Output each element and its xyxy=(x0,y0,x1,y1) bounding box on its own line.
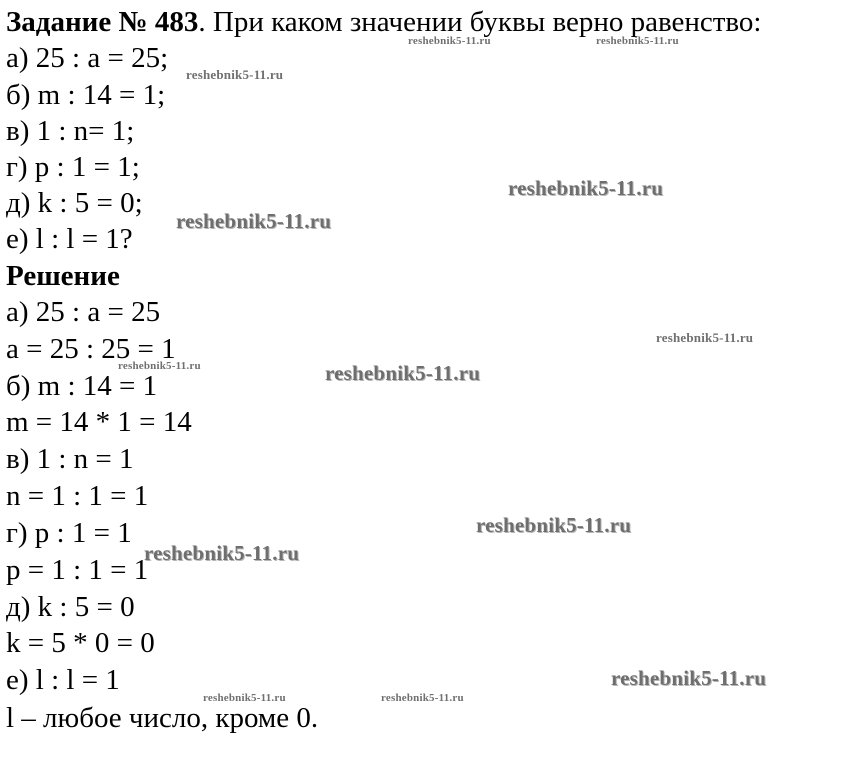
task-item-b: б) m : 14 = 1; xyxy=(6,79,166,111)
solution-line-2: а = 25 : 25 = 1 xyxy=(6,333,176,365)
solution-line-4: m = 14 * 1 = 14 xyxy=(6,406,192,438)
watermark: reshebnik5-11.ru xyxy=(325,361,481,385)
watermark: reshebnik5-11.ru xyxy=(611,666,767,690)
solution-line-9: д) k : 5 = 0 xyxy=(6,591,135,623)
watermark: reshebnik5-11.ru xyxy=(508,176,664,200)
watermark: reshebnik5-11.ru xyxy=(656,330,754,345)
watermark: reshebnik5-11.ru xyxy=(118,360,201,372)
task-item-d: д) k : 5 = 0; xyxy=(6,187,143,219)
solution-line-3: б) m : 14 = 1 xyxy=(6,370,158,402)
task-item-e: е) l : l = 1? xyxy=(6,223,133,255)
watermark: reshebnik5-11.ru xyxy=(203,692,286,704)
solution-line-5: в) 1 : n = 1 xyxy=(6,443,134,475)
watermark: reshebnik5-11.ru xyxy=(596,35,679,47)
watermark: reshebnik5-11.ru xyxy=(381,692,464,704)
task-item-v: в) 1 : n= 1; xyxy=(6,115,135,147)
watermark: reshebnik5-11.ru xyxy=(176,209,332,233)
watermark: reshebnik5-11.ru xyxy=(186,67,284,82)
solution-line-12: l – любое число, кроме 0. xyxy=(6,702,319,734)
solution-line-10: k = 5 * 0 = 0 xyxy=(6,627,155,659)
task-item-g: г) р : 1 = 1; xyxy=(6,151,140,183)
solution-line-1: а) 25 : а = 25 xyxy=(6,296,161,328)
solution-line-6: n = 1 : 1 = 1 xyxy=(6,480,149,512)
watermark: reshebnik5-11.ru xyxy=(476,513,632,537)
task-question: . При каком значении буквы верно равенство: xyxy=(198,6,762,38)
solution-line-11: е) l : l = 1 xyxy=(6,664,120,696)
watermark: reshebnik5-11.ru xyxy=(408,35,491,47)
task-number: Задание № 483 xyxy=(6,6,199,38)
solution-heading: Решение xyxy=(6,260,120,292)
watermark: reshebnik5-11.ru xyxy=(144,541,300,565)
task-item-a: а) 25 : а = 25; xyxy=(6,42,169,74)
solution-line-8: р = 1 : 1 = 1 xyxy=(6,554,149,586)
solution-line-7: г) р : 1 = 1 xyxy=(6,517,132,549)
